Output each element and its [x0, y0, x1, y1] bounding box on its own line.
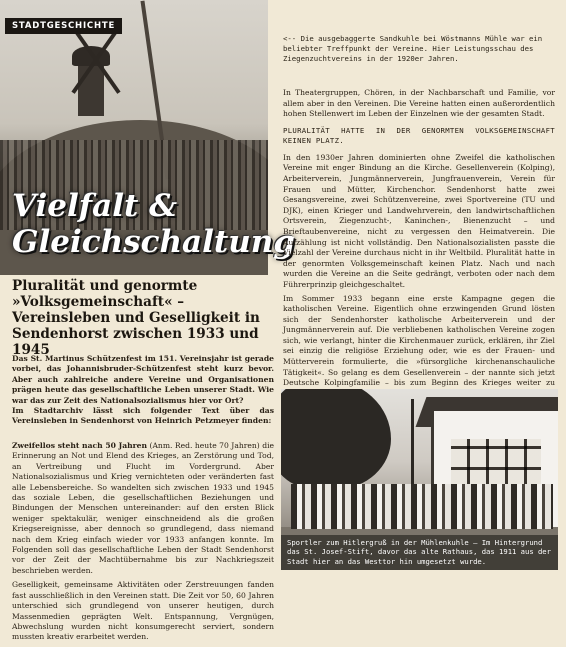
- title-line-1: Vielfalt &: [12, 188, 178, 224]
- lead-text: [12, 354, 274, 427]
- lead-paragraph: Das St. Martinus Schützenfest im 151. Vereinsjahr ist gerade vorbei, das Johannisbruder-Schützenfest steht kurz bevor. Aber auch zahlreiche andere Vereine und Organisationen prägen heute das gesellschaftliche Leben unserer Stadt. Wie war das zur Zeit des Nationalsozialismus hier vor Ort?: [12, 354, 274, 405]
- page-title: [12, 188, 295, 260]
- paragraph-body: (Anm. Red. heute 70 Jahren) die Erinnerung an Not und Elend des Krieges, an Zerstörung und Tod, an Vertreibung und Flucht im Vordergrund. Aber Nationalsozialismus und Krieg vernichteten oder veränderten fast alle Lebensbereiche. So wandelten sich zwischen 1933 und 1945 das soziale Leben, die gesellschaftlichen Beziehungen und Bindungen der Menschen untereinander: auf den ersten Blick weniger spektakulär, weniger einschneidend als die großen Kriegsereignisse, aber dennoch so grundlegend, dass niemand nach dem Krieg einfach wieder vor 1933 anfangen konnte. Im Folgenden soll das gesellschaftliche Leben der Stadt Sendenhorst vor der Zeit der Machtübernahme bis zur Nachkriegszeit beschrieben werden.: [12, 441, 274, 575]
- bottom-historical-photo: [281, 389, 558, 570]
- paragraph: In Theatergruppen, Chören, in der Nachbarschaft und Familie, vor allem aber in den Vereinen. Die Vereine hatten einen außerordentlich hohen Stellenwert im Leben der Einzelnen wie der gesamten Stadt.: [283, 88, 555, 119]
- bottom-photo-caption: Sportler zum Hitlergruß in der Mühlenkuhle – Im Hintergrund das St. Josef-Stift, davor das alte Rathaus, das 1911 aus der Stadt hier an das Westtor hin umgesetzt wurde.: [281, 535, 558, 571]
- paragraph: In den 1930er Jahren dominierten ohne Zweifel die katholischen Vereine mit enger Bindung an die Kirche. Gesellenverein (Kolping), Arbeiterverein, Jungmännerverein, Jungfrauenverein, Verein für Frauen und Mütter, Kirchenchor. Sendenhorst hatte zwei Gesangsvereine, zwei Schützenvereine, zwei Sportvereine (TU und DJK), einen Krieger und Landwehrverein, den landwirtschaftlichen Ortsverein, Ziegenzucht-, Kaninchen-, Bienenzucht – und Brieftaubenvereine, nicht zu vergessen den Heimatverein. Die Aufzählung ist nicht vollständig. Den Nationalsozialisten passte die Vielzahl der Vereine durchaus nicht in ihr Weltbild. Pluralität hatte in der genormten Volksgemeinschaft keinen Platz. Nach und nach wurden die Vereine an die Seite gedrängt, verboten oder nach dem Führerprinzip gleichgeschaltet.: [283, 152, 555, 289]
- article-subtitle: Pluralität und genormte »Volksgemeinschaft« – Vereinsleben und Geselligkeit in Sendenhorst zwischen 1933 und 1945: [12, 278, 260, 358]
- section-tag: STADTGESCHICHTE: [5, 18, 122, 34]
- paragraph: Geselligkeit, gemeinsame Aktivitäten oder Zerstreuungen fanden fast ausschließlich in den Vereinen statt. Die Zeit vor 50, 60 Jahren unterschied sich grundlegend von unserer heutigen, durch Massenmedien geprägten Welt. Entspannung, Vergnügen, Abwechslung wurden nicht konsumgerecht serviert, sondern mussten kreativ erarbeitet werden.: [12, 580, 274, 642]
- paragraph-lead-in: Zweifellos steht nach 50 Jahren: [12, 441, 148, 450]
- top-photo-caption: <-- Die ausgebaggerte Sandkuhle bei Wöstmanns Mühle war ein beliebter Treffpunkt der Vereine. Hier Leistungsschau des Ziegenzuchtvereins in der 1920er Jahren.: [283, 34, 543, 63]
- left-column-text: [12, 441, 274, 647]
- athletes-row: [291, 484, 553, 529]
- paragraph: Im Sommer 1933 begann eine erste Kampagne gegen die katholischen Vereine. Eigentlich ohne erzwingenden Grund lösten sich der Sendenhorster katholische Arbeiterverein und der Jungmännerverein auf. Die verbliebenen katholischen Vereine zogen sich, wie verlangt, hinter die Kirchenmauer zurück, erklären, ihr Ziel sei einzig die religiöse Erziehung oder, wie es der Frauen- und Mütterverein formulierte, die »fürsorgliche kirchenanschauliche Tätigkeit«. So gelang es dem Gesellenverein – der nannte sich jetzt Deutsche Kolpingfamilie – bis zum Beginn des Krieges weiter zu: [283, 293, 555, 388]
- title-line-2: Gleichschaltung: [12, 224, 295, 260]
- paragraph: [12, 441, 274, 576]
- right-column-text: [283, 88, 555, 402]
- lead-paragraph: Im Stadtarchiv lässt sich folgender Text über das Vereinsleben in Sendenhorst von Heinrich Petzmeyer finden:: [12, 406, 274, 426]
- pull-quote: PLURALITÄT HATTE IN DER GENORMTEN VOLKSGEMEINSCHAFT KEINEN PLATZ.: [283, 125, 555, 145]
